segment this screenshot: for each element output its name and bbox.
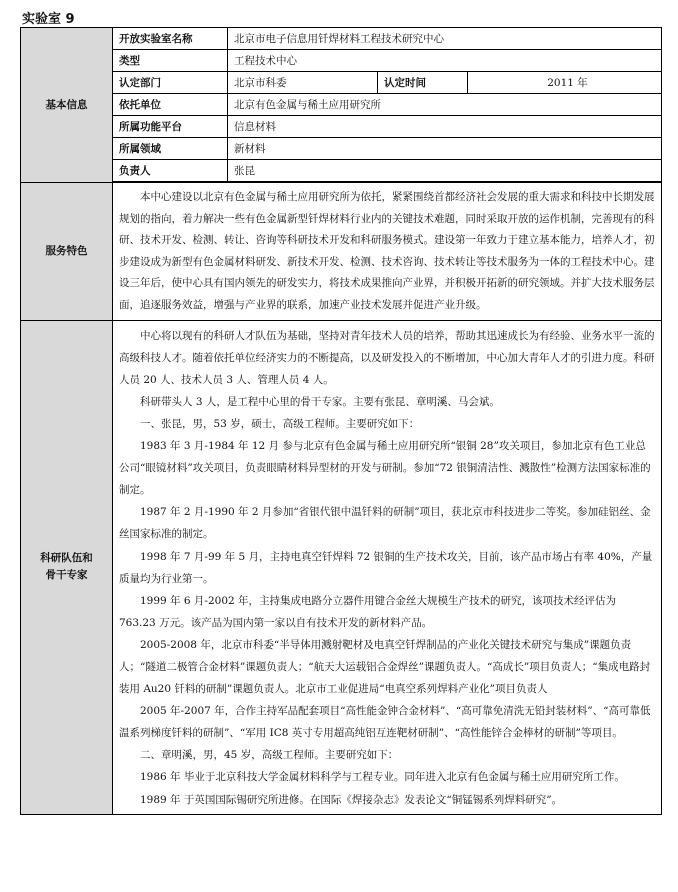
team-paragraph: 中心将以现有的科研人才队伍为基础，坚持对青年技术人员的培养，帮助其迅速成长为有经验、业务水平一流的高级科技人才。随着依托单位经济实力的不断提高，以及研发投入的不断增加，中心加大青年人才的引进力度。科研人员 20 人、技术人员 3 人、管理人员 4 人。	[119, 329, 655, 386]
section-team-line2: 骨干专家	[45, 569, 88, 582]
section-basic-info: 基本信息	[21, 28, 113, 183]
table-row	[21, 183, 662, 321]
leader-value: 张昆	[228, 160, 662, 182]
support-unit-label: 依托单位	[113, 94, 228, 116]
platform-label: 所属功能平台	[113, 116, 228, 138]
team-paragraph: 二、章明溪，男，45 岁，高级工程师。主要研究如下：	[140, 749, 399, 762]
team-paragraph: 1987 年 2 月-1990 年 2 月参加“省银代银中温钎料的研制”项目，获北京市科技进步二等奖。参加硅铝丝、金丝国家标准的制定。	[119, 506, 651, 541]
support-unit-value: 北京有色金属与稀土应用研究所	[228, 94, 662, 116]
table-row	[21, 320, 662, 814]
table-row	[21, 160, 662, 182]
table-row	[21, 116, 662, 138]
time-value: 2011 年	[468, 72, 662, 94]
service-text-cell	[113, 183, 662, 321]
team-text-cell	[113, 320, 662, 814]
time-label: 认定时间	[378, 72, 468, 94]
team-paragraph: 2005-2008 年，北京市科委“半导体用溅射靶材及电真空钎焊制品的产业化关键技术研究与集成”课题负责人；“隧道二极管合金材料”课题负责人；“航天大运载铝合金焊丝”课题负责人。“高成长”项目负责人；“集成电路封装用 Au20 钎料的研制”课题负责人。北京市工业促进局“电真空系列焊料产业化”项目负责人	[119, 638, 651, 696]
team-paragraph: 1986 年 毕业于北京科技大学金属材料科学与工程专业。同年进入北京有色金属与稀土应用研究所工作。	[140, 771, 625, 784]
table-row	[21, 94, 662, 116]
leader-label: 负责人	[113, 160, 228, 182]
section-team	[21, 320, 113, 814]
team-paragraph: 一、张昆，男，53 岁，硕士，高级工程师。主要研究如下：	[140, 417, 420, 430]
team-paragraph: 1998 年 7 月-99 年 5 月，主持电真空钎焊料 72 银铜的生产技术攻关，目前，该产品市场占有率 40%，产量质量均为行业第一。	[119, 550, 653, 585]
type-label: 类型	[113, 50, 228, 72]
lab-name-value: 北京市电子信息用钎焊材料工程技术研究中心	[228, 28, 662, 50]
section-service: 服务特色	[21, 183, 113, 321]
section-team-line1: 科研队伍和	[40, 552, 93, 565]
service-paragraph: 本中心建设以北京有色金属与稀土应用研究所为依托，紧紧围绕首都经济社会发展的重大需求和科技中长期发展规划的指向，着力解决一些有色金属新型钎焊材料行业内的关键技术难题，同时采取开放的运作机制，完善现有的科研、技术开发、检测、转让、咨询等科研技术开发和科研服务模式。建设第一年致力于建立基本能力，培养人才，初步建设成为新型有色金属材料研发、新技术开发、检测、技术咨询、技术转让等技术服务为一体的工程技术中心。建设三年后，使中心具有国内领先的研发实力，将技术成果推向产业界，并积极开拓新的研究领域。并扩大技术服务层面，追逐服务效益，增强与产业界的联系，加速产业技术发展并促进产业升级。	[119, 191, 655, 311]
team-paragraph: 1999 年 6 月-2002 年，主持集成电路分立器件用键合金丝大规模生产技术的研究，该项技术经评估为 763.23 万元。该产品为国内第一家以自有技术开发的新材料产品。	[119, 594, 617, 629]
page-title: 实验室 9	[22, 12, 75, 27]
field-label: 所属领域	[113, 138, 228, 160]
team-paragraph: 1983 年 3 月-1984 年 12 月 参与北京有色金属与稀土应用研究所“银铜 28”攻关项目，参加北京有色工业总公司“眼镜材料”攻关项目，负责眼睛材料异型材的开发与研制。参加“72 银铜清洁性、溅散性”检测方法国家标准的制定。	[119, 440, 651, 497]
table-row	[21, 50, 662, 72]
table-row	[21, 28, 662, 50]
team-paragraph: 科研带头人 3 人，是工程中心里的骨干专家。主要有张昆、章明溪、马会斌。	[140, 395, 500, 408]
dept-label: 认定部门	[113, 72, 228, 94]
table-row	[21, 138, 662, 160]
field-value: 新材料	[228, 138, 662, 160]
type-value: 工程技术中心	[228, 50, 662, 72]
lab-name-label: 开放实验室名称	[113, 28, 228, 50]
platform-value: 信息材料	[228, 116, 662, 138]
team-paragraph: 2005 年-2007 年，合作主持军品配套项目“高性能金钟合金材料”、“高可靠免清洗无铅封装材料”、“高可靠低温系列梯度钎料的研制”、“军用 IC8 英寸专用超高纯铝互连靶材研制”、“高性能锌合金棒材的研制”等项目。	[119, 705, 651, 740]
team-paragraph: 1989 年 于英国国际锡研究所进修。在国际《焊接杂志》发表论文“铜锰锡系列焊料研究”。	[140, 793, 563, 806]
lab-info-table	[20, 27, 662, 815]
dept-value: 北京市科委	[228, 72, 378, 94]
table-row	[21, 72, 662, 94]
